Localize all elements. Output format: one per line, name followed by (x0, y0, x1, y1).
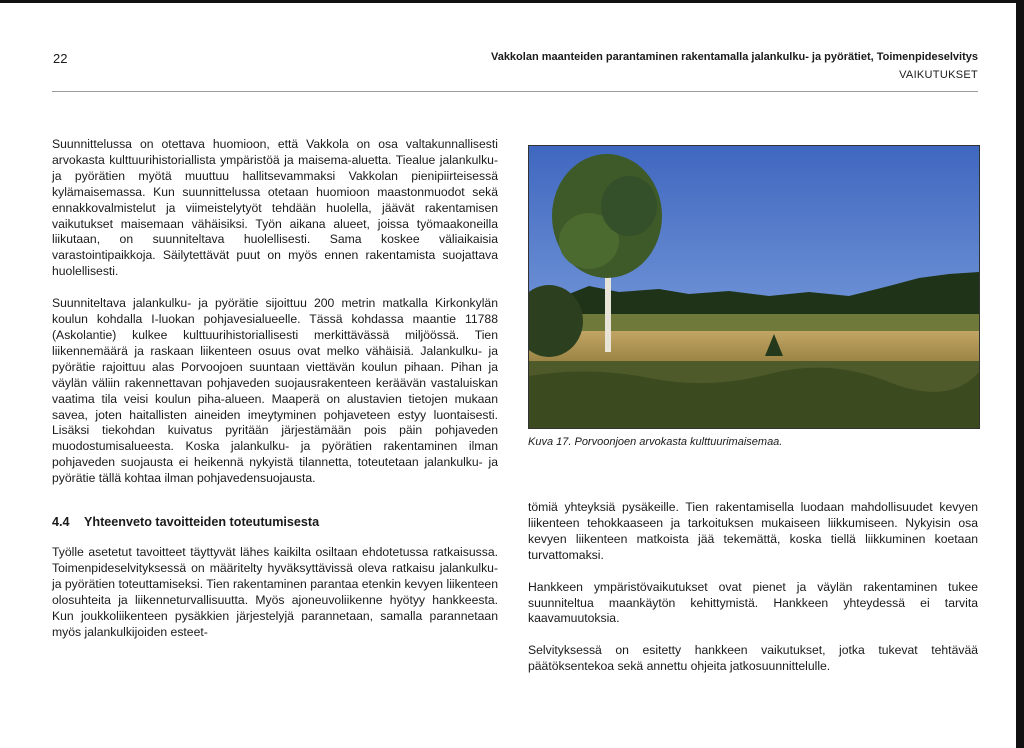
running-header-title: Vakkolan maanteiden parantaminen rakentamalla jalankulku- ja pyörätiet, Toimenpideselvitys (490, 51, 978, 63)
header-rule (52, 91, 978, 92)
body-paragraph: tömiä yhteyksiä pysäkeille. Tien rakentamisella luodaan mahdollisuudet kevyen liikenteen tehokkaaseen ja tarkoituksen mukaiseen liikkumiseen. Nykyisin osa kevyen liikenteen matkoista jää tekemättä, koska tiellä liikkuminen koetaan turvattomaksi. (528, 500, 978, 562)
figure-caption: Kuva 17. Porvoonjoen arvokasta kulttuurimaisemaa. (528, 436, 783, 448)
section-title: Yhteenveto tavoitteiden toteutumisesta (84, 515, 320, 530)
scan-edge-right (1016, 0, 1024, 748)
section-number: 4.4 (52, 515, 70, 530)
right-column (528, 500, 978, 691)
section-heading (52, 515, 498, 529)
running-header-section: VAIKUTUKSET (899, 69, 978, 81)
page-number: 22 (53, 51, 68, 66)
body-paragraph: Hankkeen ympäristövaikutukset ovat pienet ja väylän rakentaminen tukee suunniteltua maankäytön kehittymistä. Hankkeen yhteydessä ei tarvita kaavamuutoksia. (528, 579, 978, 626)
body-paragraph: Työlle asetetut tavoitteet täyttyvät lähes kaikilta osiltaan ehdotetussa ratkaisussa. Toimenpideselvityksessä on määritelty hyväksyttävissä oleva ratkaisu jalankulku- ja pyörätien toteuttamiseksi. Tien rakentaminen parantaa etenkin kevyen liikenteen olosuhteita ja liikenneturvallisuutta. Myös ajoneuvoliikenne hyötyy hankkeesta. Kun joukkoliikenteen pysäkkien järjestelyjä parannetaan, samalla parannetaan myös jalankulkijoiden esteet- (52, 545, 498, 639)
left-column (52, 137, 498, 640)
body-paragraph: Selvityksessä on esitetty hankkeen vaikutukset, jotka tukevat tehtävää päätöksentekoa sekä annettu ohjeita jatkosuunnittelulle. (528, 643, 978, 674)
landscape-photo (528, 145, 980, 429)
landscape-illustration (529, 146, 979, 428)
body-paragraph: Suunniteltava jalankulku- ja pyörätie sijoittuu 200 metrin matkalla Kirkonkylän koulun kohdalla I-luokan pohjavesialueelle. Tässä kohdassa maantie 11788 (Askolantie) kulkee kulttuurihistoriallisesti merkittävässä miljöössä. Tien liikennemäärä ja raskaan liikenteen osuus ovat melko vähäisiä. Jalankulku- ja pyörätie rajoittuu alas Porvoojoen suuntaan viettävän koulun pihaan. Pihan ja väylän väliin rakennettavan pohjaveden suojausrakenteen keräävän vastaluiskan vaatima tila veisi koulun piha-alueen. Maaperä on alustavien tietojen mukaan savea, joten haitallisten aineiden imeytyminen pohjaveteen estyy luontaisesti. Lisäksi tiekohdan kuivatus pyritään järjestämään pois päin pohjaveden muodostumisalueesta. Koska jalankulku- ja pyörätien rakentaminen ilman pohjaveden suojausta ei heikennä nykyistä tilannetta, toteutetaan jalankulku- ja pyörätie tällä kohtaa ilman pohjavedensuojausta. (52, 296, 498, 486)
scan-edge-top (0, 0, 1024, 3)
body-paragraph: Suunnittelussa on otettava huomioon, että Vakkola on osa valtakunnallisesti arvokasta kulttuurihistoriallista ympäristöä ja maisema-aluetta. Tiealue jalankulku- ja pyörätien myötä muuttuu hallitsevammaksi Vakkolan pienipiirteisessä kylämaisemassa. Kun suunnittelussa otetaan huomioon maastonmuodot sekä ennakkovalmistelut ja viimeistelytyöt tehdään huolella, jäävät rakentamisen vaikutukset maisemaan vähäisiksi. Työn aikana alueet, joissa työmaakoneilla liikutaan, on suunniteltava huolellisesti. Sama koskee väliaikaisia varastointipaikkoja. Säilytettävät puut on myös ennen rakentamista suojattava huolellisesti. (52, 137, 498, 279)
